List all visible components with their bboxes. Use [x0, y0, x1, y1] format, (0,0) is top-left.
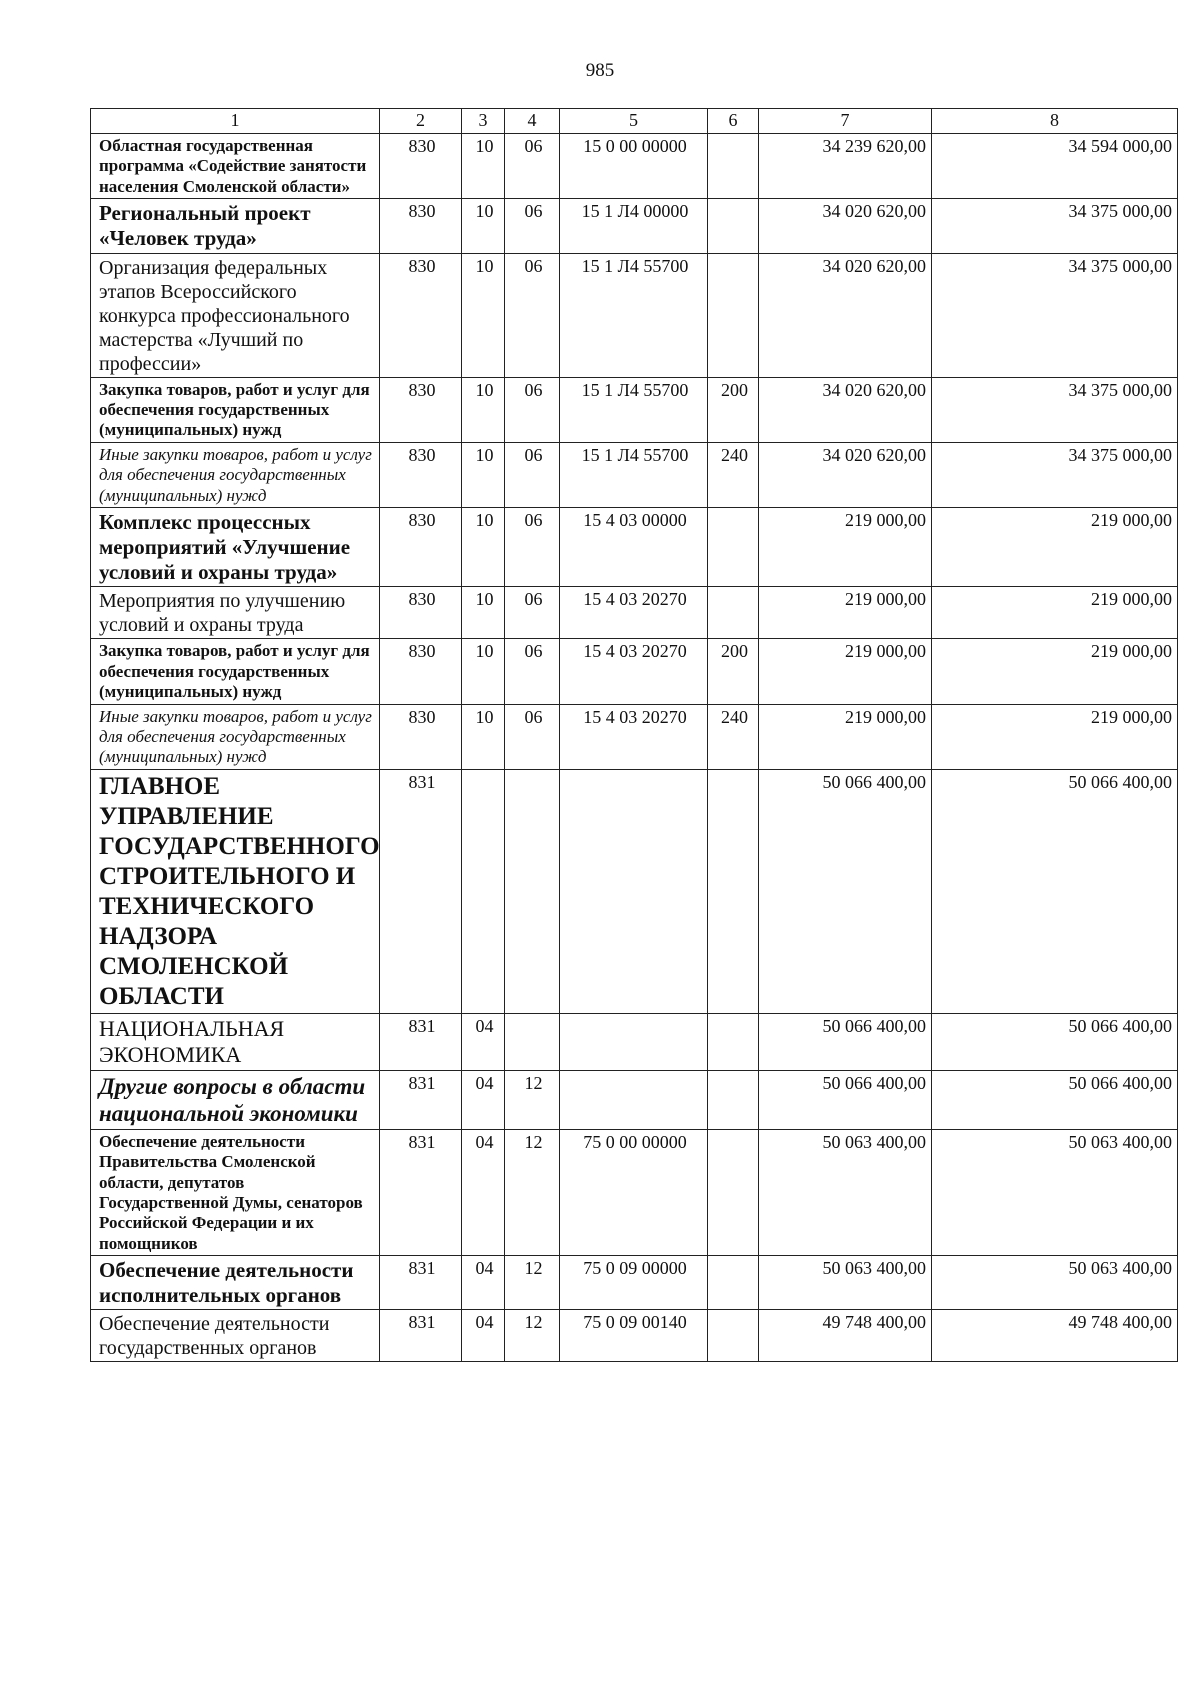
row-code-cell: 831: [380, 769, 462, 1013]
row-subsection-cell: 06: [505, 377, 560, 442]
row-amount-cell: 34 375 000,00: [932, 377, 1178, 442]
row-expense-type-cell: 200: [708, 377, 759, 442]
row-code-cell: 831: [380, 1310, 462, 1362]
row-target-item-cell: 15 4 03 00000: [560, 507, 708, 587]
row-subsection-cell: [505, 1013, 560, 1070]
row-expense-type-cell: 240: [708, 704, 759, 769]
row-target-item-cell: 15 1 Л4 55700: [560, 253, 708, 377]
row-section-cell: 04: [462, 1129, 505, 1255]
column-header: 7: [759, 109, 932, 134]
row-amount-cell: 34 020 620,00: [759, 253, 932, 377]
column-header: 3: [462, 109, 505, 134]
row-amount-cell: 50 066 400,00: [759, 1070, 932, 1129]
row-code-cell: 830: [380, 507, 462, 587]
row-amount-cell: 34 594 000,00: [932, 134, 1178, 199]
row-subsection-cell: 06: [505, 507, 560, 587]
row-section-cell: 10: [462, 253, 505, 377]
row-expense-type-cell: [708, 199, 759, 253]
row-subsection-cell: 06: [505, 587, 560, 639]
row-amount-cell: 34 239 620,00: [759, 134, 932, 199]
row-name-cell: НАЦИОНАЛЬНАЯ ЭКОНОМИКА: [91, 1013, 380, 1070]
row-section-cell: 10: [462, 587, 505, 639]
row-expense-type-cell: [708, 1310, 759, 1362]
row-expense-type-cell: [708, 1070, 759, 1129]
column-header: 2: [380, 109, 462, 134]
row-section-cell: 04: [462, 1070, 505, 1129]
row-expense-type-cell: [708, 1129, 759, 1255]
row-amount-cell: 34 375 000,00: [932, 253, 1178, 377]
row-subsection-cell: 06: [505, 253, 560, 377]
row-code-cell: 831: [380, 1013, 462, 1070]
row-target-item-cell: 15 1 Л4 55700: [560, 377, 708, 442]
row-target-item-cell: 75 0 00 00000: [560, 1129, 708, 1255]
row-section-cell: 04: [462, 1256, 505, 1310]
table-row: [91, 1310, 1178, 1362]
row-amount-cell: 219 000,00: [759, 639, 932, 704]
row-code-cell: 831: [380, 1129, 462, 1255]
row-section-cell: 10: [462, 704, 505, 769]
row-name-cell: ГЛАВНОЕ УПРАВЛЕНИЕ ГОСУДАРСТВЕННОГО СТРОИТЕЛЬНОГО И ТЕХНИЧЕСКОГО НАДЗОРА СМОЛЕНСКОЙ ОБЛАСТИ: [91, 769, 380, 1013]
table-row: [91, 442, 1178, 507]
row-target-item-cell: 15 4 03 20270: [560, 587, 708, 639]
row-subsection-cell: 12: [505, 1310, 560, 1362]
row-expense-type-cell: 200: [708, 639, 759, 704]
table-row: [91, 1070, 1178, 1129]
row-code-cell: 830: [380, 253, 462, 377]
row-code-cell: 830: [380, 442, 462, 507]
row-target-item-cell: [560, 769, 708, 1013]
row-expense-type-cell: [708, 769, 759, 1013]
row-target-item-cell: 15 1 Л4 55700: [560, 442, 708, 507]
row-amount-cell: 50 066 400,00: [932, 769, 1178, 1013]
row-expense-type-cell: 240: [708, 442, 759, 507]
table-row: [91, 704, 1178, 769]
row-name-cell: Комплекс процессных мероприятий «Улучшение условий и охраны труда»: [91, 507, 380, 587]
row-amount-cell: 50 066 400,00: [759, 1013, 932, 1070]
row-subsection-cell: 06: [505, 442, 560, 507]
row-subsection-cell: 12: [505, 1070, 560, 1129]
row-amount-cell: 34 020 620,00: [759, 199, 932, 253]
column-header: 5: [560, 109, 708, 134]
row-target-item-cell: 75 0 09 00140: [560, 1310, 708, 1362]
row-target-item-cell: 15 4 03 20270: [560, 704, 708, 769]
row-expense-type-cell: [708, 1013, 759, 1070]
row-name-cell: Организация федеральных этапов Всероссийского конкурса профессионального мастерства «Лучший по профессии»: [91, 253, 380, 377]
row-amount-cell: 34 020 620,00: [759, 377, 932, 442]
row-amount-cell: 50 066 400,00: [759, 769, 932, 1013]
row-name-cell: Закупка товаров, работ и услуг для обеспечения государственных (муниципальных) нужд: [91, 377, 380, 442]
row-amount-cell: 219 000,00: [932, 507, 1178, 587]
row-amount-cell: 34 375 000,00: [932, 199, 1178, 253]
row-section-cell: 10: [462, 639, 505, 704]
row-name-cell: Областная государственная программа «Содействие занятости населения Смоленской области»: [91, 134, 380, 199]
row-expense-type-cell: [708, 507, 759, 587]
row-code-cell: 830: [380, 199, 462, 253]
row-name-cell: Другие вопросы в области национальной экономики: [91, 1070, 380, 1129]
table-row: [91, 253, 1178, 377]
row-name-cell: Региональный проект «Человек труда»: [91, 199, 380, 253]
row-name-cell: Обеспечение деятельности Правительства Смоленской области, депутатов Государственной Думы, сенаторов Российской Федерации и их помощников: [91, 1129, 380, 1255]
row-expense-type-cell: [708, 587, 759, 639]
row-amount-cell: 219 000,00: [932, 704, 1178, 769]
header-row: [91, 109, 1178, 134]
row-expense-type-cell: [708, 253, 759, 377]
row-name-cell: Закупка товаров, работ и услуг для обеспечения государственных (муниципальных) нужд: [91, 639, 380, 704]
row-name-cell: Иные закупки товаров, работ и услуг для обеспечения государственных (муниципальных) нужд: [91, 704, 380, 769]
table-row: [91, 507, 1178, 587]
row-code-cell: 830: [380, 639, 462, 704]
row-target-item-cell: [560, 1070, 708, 1129]
table-row: [91, 769, 1178, 1013]
row-section-cell: 10: [462, 377, 505, 442]
row-amount-cell: 219 000,00: [759, 507, 932, 587]
row-amount-cell: 50 063 400,00: [759, 1129, 932, 1255]
table-row: [91, 1129, 1178, 1255]
row-expense-type-cell: [708, 1256, 759, 1310]
row-target-item-cell: 15 1 Л4 00000: [560, 199, 708, 253]
table-row: [91, 587, 1178, 639]
row-code-cell: 831: [380, 1070, 462, 1129]
row-target-item-cell: 75 0 09 00000: [560, 1256, 708, 1310]
row-amount-cell: 219 000,00: [759, 704, 932, 769]
row-section-cell: [462, 769, 505, 1013]
row-name-cell: Мероприятия по улучшению условий и охраны труда: [91, 587, 380, 639]
table-row: [91, 639, 1178, 704]
table-row: [91, 377, 1178, 442]
row-expense-type-cell: [708, 134, 759, 199]
row-code-cell: 831: [380, 1256, 462, 1310]
column-header: 6: [708, 109, 759, 134]
column-header: 4: [505, 109, 560, 134]
row-section-cell: 10: [462, 507, 505, 587]
table-row: [91, 1256, 1178, 1310]
page-number: 985: [585, 60, 615, 81]
row-subsection-cell: 06: [505, 704, 560, 769]
row-amount-cell: 50 066 400,00: [932, 1013, 1178, 1070]
row-code-cell: 830: [380, 134, 462, 199]
row-target-item-cell: 15 4 03 20270: [560, 639, 708, 704]
row-subsection-cell: [505, 769, 560, 1013]
row-section-cell: 10: [462, 442, 505, 507]
row-amount-cell: 219 000,00: [759, 587, 932, 639]
row-amount-cell: 50 063 400,00: [932, 1129, 1178, 1255]
row-target-item-cell: [560, 1013, 708, 1070]
row-name-cell: Иные закупки товаров, работ и услуг для обеспечения государственных (муниципальных) нужд: [91, 442, 380, 507]
row-subsection-cell: 06: [505, 199, 560, 253]
row-name-cell: Обеспечение деятельности исполнительных органов: [91, 1256, 380, 1310]
row-code-cell: 830: [380, 704, 462, 769]
table-row: [91, 199, 1178, 253]
row-subsection-cell: 06: [505, 639, 560, 704]
row-target-item-cell: 15 0 00 00000: [560, 134, 708, 199]
row-name-cell: Обеспечение деятельности государственных органов: [91, 1310, 380, 1362]
column-header: 8: [932, 109, 1178, 134]
row-section-cell: 04: [462, 1013, 505, 1070]
row-amount-cell: 49 748 400,00: [759, 1310, 932, 1362]
row-amount-cell: 219 000,00: [932, 587, 1178, 639]
row-subsection-cell: 12: [505, 1256, 560, 1310]
row-amount-cell: 50 063 400,00: [759, 1256, 932, 1310]
table-row: [91, 1013, 1178, 1070]
row-section-cell: 10: [462, 134, 505, 199]
row-amount-cell: 49 748 400,00: [932, 1310, 1178, 1362]
row-subsection-cell: 06: [505, 134, 560, 199]
row-code-cell: 830: [380, 377, 462, 442]
row-section-cell: 10: [462, 199, 505, 253]
row-code-cell: 830: [380, 587, 462, 639]
row-amount-cell: 219 000,00: [932, 639, 1178, 704]
column-header: 1: [91, 109, 380, 134]
row-subsection-cell: 12: [505, 1129, 560, 1255]
row-amount-cell: 34 020 620,00: [759, 442, 932, 507]
row-amount-cell: 34 375 000,00: [932, 442, 1178, 507]
table-row: [91, 134, 1178, 199]
row-section-cell: 04: [462, 1310, 505, 1362]
budget-table: [90, 108, 1178, 1362]
row-amount-cell: 50 063 400,00: [932, 1256, 1178, 1310]
row-amount-cell: 50 066 400,00: [932, 1070, 1178, 1129]
